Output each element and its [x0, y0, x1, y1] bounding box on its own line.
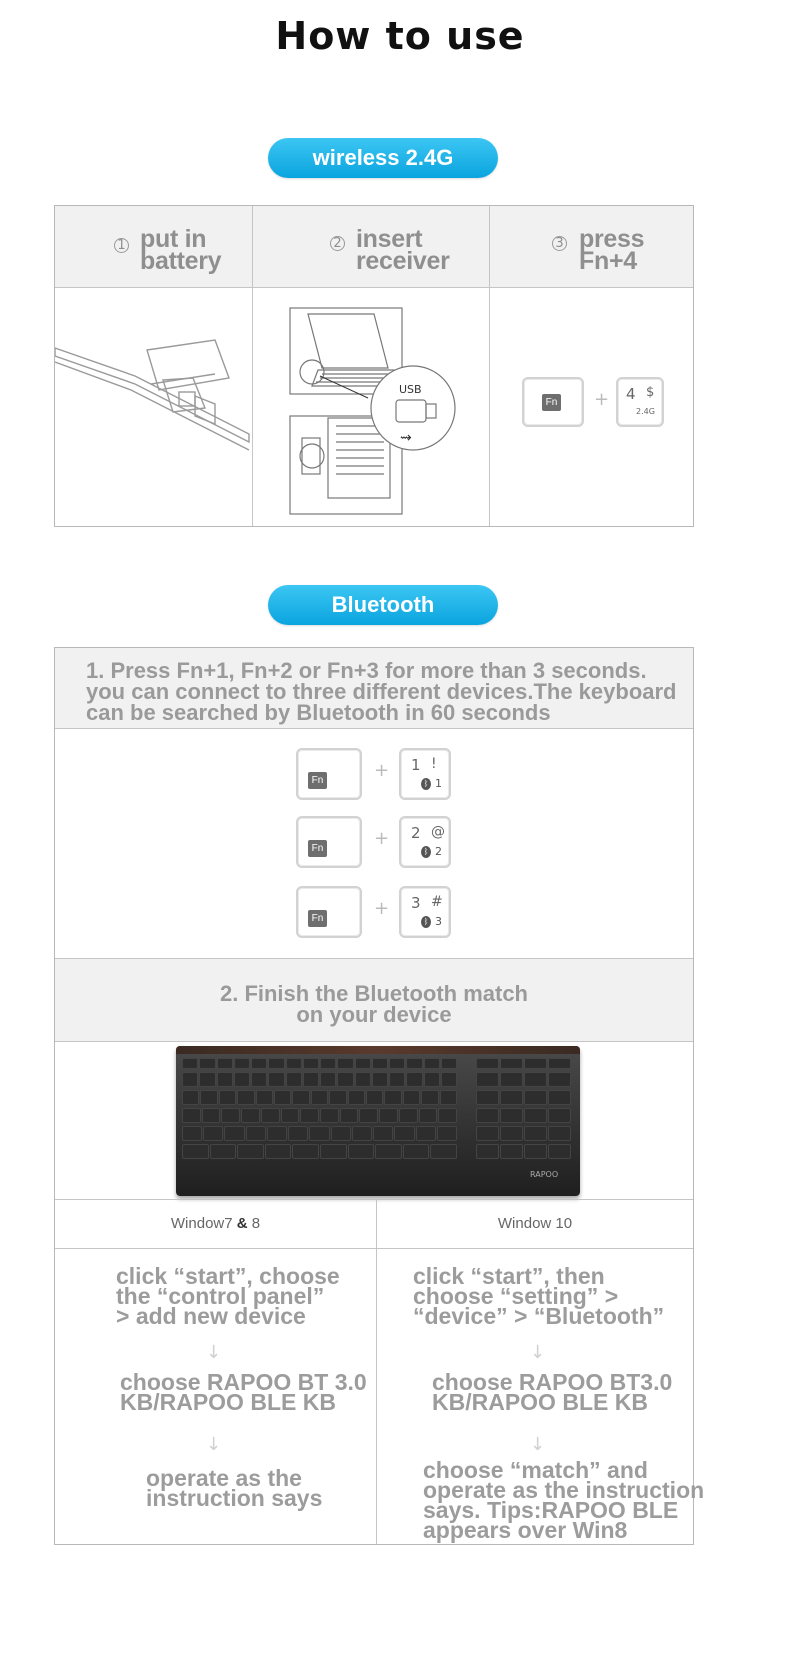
- keyboard-key: [286, 1072, 302, 1087]
- keyboard-key: [320, 1108, 339, 1123]
- keyboard-key: [406, 1058, 422, 1069]
- keyboard-key: [406, 1072, 422, 1087]
- keyboard-key: [476, 1072, 499, 1087]
- arrow-down-icon: ↓: [530, 1434, 546, 1455]
- keyboard-key: [524, 1144, 547, 1159]
- receiver-illustration: [288, 306, 468, 516]
- keyboard-key: [281, 1108, 300, 1123]
- fn-key: Fn: [296, 748, 362, 800]
- plus-icon: +: [374, 760, 390, 781]
- keyboard-key: [246, 1126, 266, 1141]
- keyboard-key: [476, 1126, 499, 1141]
- keyboard-key: [337, 1058, 353, 1069]
- keyboard-key: [202, 1108, 221, 1123]
- win7-step-3: operate as the instruction says: [146, 1465, 323, 1511]
- keyboard-key: [237, 1144, 264, 1159]
- keyboard-key: [241, 1108, 260, 1123]
- keyboard-key: [251, 1058, 267, 1069]
- keyboard-key: [182, 1058, 198, 1069]
- keyboard-key: [355, 1058, 371, 1069]
- keyboard-key: [500, 1108, 523, 1123]
- keyboard-key: [500, 1144, 523, 1159]
- step-number-3: 3: [552, 236, 567, 251]
- keyboard-key: [267, 1126, 287, 1141]
- keyboard-key: [437, 1126, 457, 1141]
- keyboard-key: [237, 1090, 254, 1105]
- bluetooth-icon: ᛒ: [421, 916, 431, 928]
- keyboard-key: [268, 1072, 284, 1087]
- fn-key: Fn: [296, 816, 362, 868]
- keyboard-key: [329, 1090, 346, 1105]
- keyboard-key: [416, 1126, 436, 1141]
- keyboard-key: [500, 1072, 523, 1087]
- keyboard-key: [366, 1090, 383, 1105]
- keyboard-key: [375, 1144, 402, 1159]
- keyboard-key: [303, 1058, 319, 1069]
- win10-step-1: click “start”, then choose “setting” > “device” > “Bluetooth”: [413, 1263, 665, 1329]
- usb-label: USB: [399, 383, 422, 396]
- keyboard-key: [286, 1058, 302, 1069]
- keyboard-image: [176, 1046, 580, 1196]
- keyboard-key: [224, 1126, 244, 1141]
- win10-step-3: choose “match” and operate as the instruction says. Tips:RAPOO BLE appears over Win8: [423, 1457, 705, 1543]
- keyboard-key: [182, 1108, 201, 1123]
- usb-icon: ⇝: [400, 430, 412, 446]
- keyboard-key: [524, 1058, 547, 1069]
- keyboard-key: [430, 1144, 457, 1159]
- keyboard-key: [524, 1090, 547, 1105]
- key-4: 4 $ 2.4G: [616, 377, 664, 427]
- keyboard-key: [500, 1058, 523, 1069]
- keyboard-key: [182, 1090, 199, 1105]
- key-1: 1 ! ᛒ 1: [399, 748, 451, 800]
- arrow-down-icon: ↓: [206, 1342, 222, 1363]
- keyboard-key: [476, 1058, 499, 1069]
- keyboard-key: [424, 1072, 440, 1087]
- keyboard-key: [399, 1108, 418, 1123]
- keyboard-key: [268, 1058, 284, 1069]
- bt-instruction-1: 1. Press Fn+1, Fn+2 or Fn+3 for more than 3 seconds. you can connect to three different devices.The keyboard can be searched by Bluetooth in 60 seconds: [86, 658, 677, 725]
- keyboard-key: [524, 1126, 547, 1141]
- win10-step-2: choose RAPOO BT3.0 KB/RAPOO BLE KB: [432, 1369, 673, 1415]
- keyboard-key: [292, 1090, 309, 1105]
- keyboard-key: [210, 1144, 237, 1159]
- keyboard-key: [524, 1108, 547, 1123]
- keyboard-key: [300, 1108, 319, 1123]
- keyboard-key: [403, 1144, 430, 1159]
- keyboard-key: [217, 1072, 233, 1087]
- col-header-win7: Window7 & 8: [170, 1215, 261, 1232]
- keyboard-key: [320, 1072, 336, 1087]
- keyboard-key: [348, 1144, 375, 1159]
- keyboard-key: [265, 1144, 292, 1159]
- keyboard-key: [500, 1126, 523, 1141]
- keyboard-key: [548, 1108, 571, 1123]
- step-press-fn4: press Fn+4: [579, 225, 645, 275]
- keyboard-key: [500, 1090, 523, 1105]
- keyboard-key: [419, 1108, 438, 1123]
- keyboard-key: [438, 1108, 457, 1123]
- keyboard-key: [421, 1090, 438, 1105]
- keyboard-key: [352, 1126, 372, 1141]
- keyboard-key: [292, 1144, 319, 1159]
- keyboard-key: [372, 1072, 388, 1087]
- keyboard-key: [331, 1126, 351, 1141]
- keyboard-key: [182, 1144, 209, 1159]
- keyboard-key: [394, 1126, 414, 1141]
- bt-instruction-2: 2. Finish the Bluetooth match on your device: [219, 981, 528, 1027]
- keyboard-key: [217, 1058, 233, 1069]
- fn-key: Fn: [522, 377, 584, 427]
- keyboard-key: [274, 1090, 291, 1105]
- keyboard-key: [476, 1108, 499, 1123]
- keyboard-key: [221, 1108, 240, 1123]
- keyboard-key: [379, 1108, 398, 1123]
- bluetooth-pill: Bluetooth: [268, 585, 498, 625]
- keyboard-key: [182, 1072, 198, 1087]
- keyboard-key: [234, 1072, 250, 1087]
- step-insert-receiver: insert receiver: [356, 225, 450, 275]
- key-2: 2 @ ᛒ 2: [399, 816, 451, 868]
- keyboard-key: [337, 1072, 353, 1087]
- keyboard-key: [219, 1090, 236, 1105]
- keyboard-key: [389, 1072, 405, 1087]
- keyboard-key: [199, 1072, 215, 1087]
- keyboard-key: [441, 1058, 457, 1069]
- step-number-2: 2: [330, 236, 345, 251]
- arrow-down-icon: ↓: [206, 1434, 222, 1455]
- keyboard-key: [288, 1126, 308, 1141]
- keyboard-key: [440, 1090, 457, 1105]
- keyboard-key: [320, 1058, 336, 1069]
- keyboard-key: [548, 1144, 571, 1159]
- keyboard-key: [311, 1090, 328, 1105]
- battery-illustration: [55, 300, 251, 460]
- keyboard-key: [234, 1058, 250, 1069]
- keyboard-key: [199, 1058, 215, 1069]
- win7-step-1: click “start”, choose the “control panel” > add new device: [116, 1263, 340, 1329]
- keyboard-key: [320, 1144, 347, 1159]
- keyboard-key: [548, 1058, 571, 1069]
- keyboard-key: [548, 1090, 571, 1105]
- arrow-down-icon: ↓: [530, 1342, 546, 1363]
- keyboard-key: [384, 1090, 401, 1105]
- keyboard-key: [372, 1058, 388, 1069]
- keyboard-key: [403, 1090, 420, 1105]
- wireless-pill: wireless 2.4G: [268, 138, 498, 178]
- plus-icon: +: [594, 389, 610, 410]
- keyboard-key: [424, 1058, 440, 1069]
- step-put-in-battery: put in battery: [140, 225, 222, 275]
- keyboard-key: [548, 1072, 571, 1087]
- keyboard-key: [256, 1090, 273, 1105]
- fn-key: Fn: [296, 886, 362, 938]
- win7-step-2: choose RAPOO BT 3.0 KB/RAPOO BLE KB: [120, 1369, 367, 1415]
- keyboard-key: [476, 1144, 499, 1159]
- keyboard-key: [389, 1058, 405, 1069]
- keyboard-key: [261, 1108, 280, 1123]
- keyboard-key: [303, 1072, 319, 1087]
- step-number-1: 1: [114, 238, 129, 253]
- keyboard-key: [355, 1072, 371, 1087]
- keyboard-key: [373, 1126, 393, 1141]
- keyboard-key: [203, 1126, 223, 1141]
- keyboard-key: [524, 1072, 547, 1087]
- key-3: 3 # ᛒ 3: [399, 886, 451, 938]
- keyboard-key: [309, 1126, 329, 1141]
- col-header-win10: Window 10: [497, 1215, 573, 1232]
- plus-icon: +: [374, 828, 390, 849]
- keyboard-key: [359, 1108, 378, 1123]
- bluetooth-icon: ᛒ: [421, 778, 431, 790]
- plus-icon: +: [374, 898, 390, 919]
- page-title: How to use: [275, 14, 525, 58]
- keyboard-key: [200, 1090, 217, 1105]
- bluetooth-icon: ᛒ: [421, 846, 431, 858]
- keyboard-key: [251, 1072, 267, 1087]
- keyboard-key: [340, 1108, 359, 1123]
- keyboard-key: [441, 1072, 457, 1087]
- keyboard-key: [182, 1126, 202, 1141]
- rapoo-logo: RAPOO: [530, 1170, 559, 1179]
- keyboard-key: [476, 1090, 499, 1105]
- keyboard-key: [348, 1090, 365, 1105]
- keyboard-key: [548, 1126, 571, 1141]
- wireless-divider: [55, 287, 693, 288]
